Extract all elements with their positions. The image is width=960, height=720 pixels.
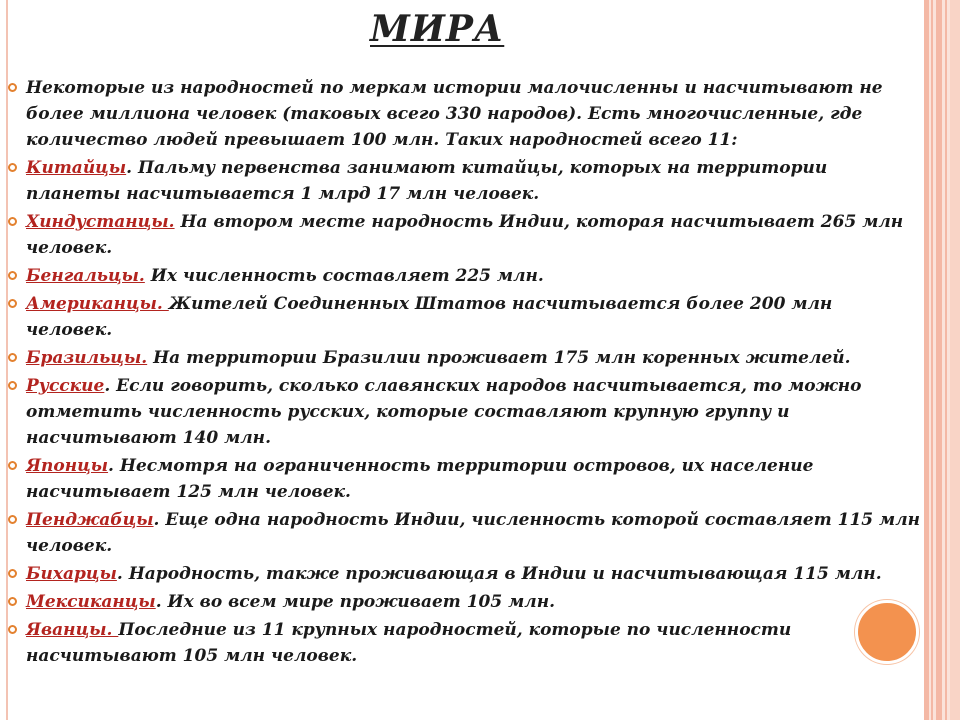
bullet-icon bbox=[8, 299, 17, 308]
people-description: . Их во всем мире проживает 105 млн. bbox=[155, 592, 556, 612]
bullet-icon bbox=[8, 515, 17, 524]
list-item bbox=[6, 263, 924, 289]
bullet-icon bbox=[8, 381, 17, 390]
frame-stripe bbox=[936, 0, 942, 720]
intro-item bbox=[6, 75, 924, 153]
orange-circle-decoration bbox=[855, 600, 919, 664]
bullet-icon bbox=[8, 597, 17, 606]
people-name-link[interactable]: Китайцы bbox=[26, 158, 127, 178]
bullet-icon bbox=[8, 625, 17, 634]
list-item bbox=[6, 291, 924, 343]
list-item bbox=[6, 589, 924, 615]
people-description: . Народность, также проживающая в Индии и насчитывающая 115 млн. bbox=[116, 564, 882, 584]
people-description: . Если говорить, сколько славянских народов насчитывается, то можно отметить численность русских, которые составляют крупную группу и насчитывают 140 млн. bbox=[26, 376, 862, 448]
people-name-link[interactable]: Американцы. bbox=[26, 294, 169, 314]
bullet-icon bbox=[8, 271, 17, 280]
frame-stripe bbox=[924, 0, 929, 720]
people-description: Их численность составляет 225 млн. bbox=[144, 266, 544, 286]
frame-stripe bbox=[931, 0, 933, 720]
people-description: Последние из 11 крупных народностей, которые по численности насчитывают 105 млн человек. bbox=[26, 620, 792, 666]
list-item bbox=[6, 209, 924, 261]
people-name-link[interactable]: Русские bbox=[26, 376, 105, 396]
people-name-link[interactable]: Хиндустанцы. bbox=[26, 212, 175, 232]
frame-stripe bbox=[950, 0, 960, 720]
people-name-link[interactable]: Яванцы. bbox=[26, 620, 119, 640]
list-item bbox=[6, 507, 924, 559]
list-item bbox=[6, 453, 924, 505]
people-description: . Несмотря на ограниченность территории островов, их население насчитывает 125 млн человек. bbox=[26, 456, 814, 502]
list-item bbox=[6, 617, 924, 669]
list-item bbox=[6, 345, 924, 371]
people-name-link[interactable]: Японцы bbox=[26, 456, 109, 476]
people-name-link[interactable]: Пенджабцы bbox=[26, 510, 154, 530]
bullet-icon bbox=[8, 163, 17, 172]
bullet-icon bbox=[8, 353, 17, 362]
bullet-icon bbox=[8, 569, 17, 578]
slide-title: МИРА bbox=[370, 8, 505, 50]
list-item bbox=[6, 373, 924, 451]
frame-stripe bbox=[945, 0, 947, 720]
people-description: На втором месте народность Индии, которая насчитывает 265 млн человек. bbox=[26, 212, 904, 258]
people-name-link[interactable]: Бихарцы bbox=[26, 564, 117, 584]
people-name-link[interactable]: Бразильцы. bbox=[26, 348, 148, 368]
list-item bbox=[6, 561, 924, 587]
people-list bbox=[6, 155, 924, 669]
people-description: На территории Бразилии проживает 175 млн коренных жителей. bbox=[147, 348, 851, 368]
content-list bbox=[6, 75, 924, 671]
people-description: . Пальму первенства занимают китайцы, которых на территории планеты насчитывается 1 млрд 17 млн человек. bbox=[26, 158, 828, 204]
bullet-icon bbox=[8, 461, 17, 470]
people-name-link[interactable]: Бенгальцы. bbox=[26, 266, 145, 286]
people-name-link[interactable]: Мексиканцы bbox=[26, 592, 156, 612]
bullet-icon bbox=[8, 217, 17, 226]
title-fragment bbox=[0, 0, 960, 1]
intro-text: Некоторые из народностей по меркам истории малочисленны и насчитывают не более миллиона человек (таковых всего 330 народов). Есть многочисленные, где количество людей превышает 100 млн. Таких народностей всего 11: bbox=[26, 78, 883, 150]
bullet-icon bbox=[8, 83, 17, 92]
list-item bbox=[6, 155, 924, 207]
people-description: . Еще одна народность Индии, численность которой составляет 115 млн человек. bbox=[26, 510, 921, 556]
people-description: Жителей Соединенных Штатов насчитывается более 200 млн человек. bbox=[26, 294, 833, 340]
